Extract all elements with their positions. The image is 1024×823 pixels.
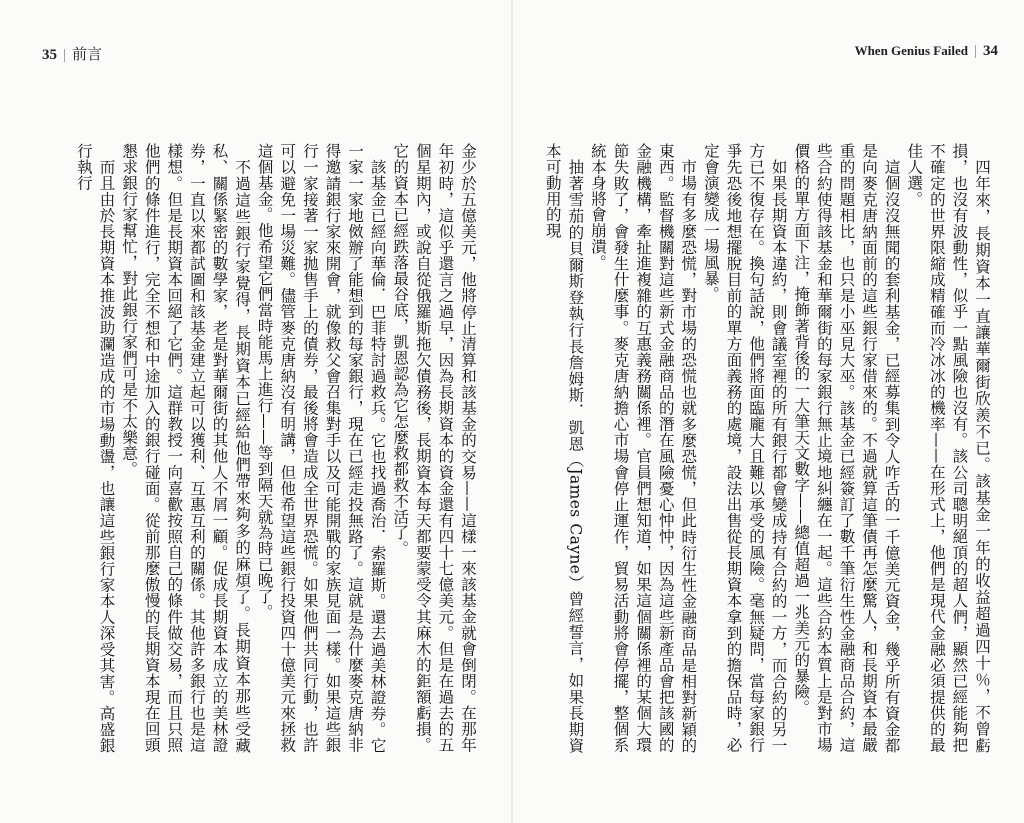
right-page-body xyxy=(533,143,993,753)
left-page-header xyxy=(42,43,102,64)
right-book-title: When Genius Failed xyxy=(854,43,968,58)
right-page-header xyxy=(855,43,998,60)
paragraph: 金少於五億美元，他將停止清算和該基金的交易——這樣一來該基金就會倒閉。在那年年初時，這似乎還言之過早，因為長期資本的資金還有四十七億美元。但是在過去的五個星期內，或說自從俄羅斯拖欠債務後，長期資本每天都要蒙受令其麻木的鉅額虧損。它的資本已經跌落最谷底，凱恩認為它怎麼救都救不活了。 xyxy=(391,143,477,753)
right-page-number: 34 xyxy=(983,43,998,59)
left-section-title: 前言 xyxy=(72,47,103,63)
paragraph: 如果長期資本違約，則會議室裡的所有銀行都會變成持有合約的一方，而合約的另一方已不復存在。換句話說，他們將面臨龐大且難以承受的風險。毫無疑問，當每家銀行爭先恐後地想擺脫目前的單方面義務的處境，設法出售從長期資本拿到的擔保品時，必定會演變成一場風暴。 xyxy=(701,143,788,753)
paragraph: 該基金已經向華倫．巴菲特討過救兵。它也找過喬治．索羅斯。還去過美林證券。它一家一家地傚辦了能想到的每家銀行，現在已經走投無路了。這就是為什麼麥克唐納非得邀請銀行家來開會，就像救父會召集對手以及可能開戰的家族見面一樣。如果這些銀行一家接著一家拋售手上的債券，最後將會造成全世界恐慌。如果他們共同行動，也許可以避免一場災難。儘管麥克唐納沒有明講，但他希望這些銀行投資四十億美元來拯救這個基金。他希望它們當時能馬上進行——等到隔天就為時已晚了。 xyxy=(255,143,387,753)
paragraph: 不過這些銀行家覺得，長期資本已經給他們帶來夠多的麻煩了。長期資本那些受藏私、關係緊密的數學家，老是對華爾街的其他人不屑一顧。促成長期資本成立的美林證券，一直以來都試圖和該基金建立起可以獲利、互惠互利的關係。其他許多銀行也是這樣想。但是長期資本回絕了它們。這群教授一向喜歡按照自己的條件做交易，而且只照他們的條件進行，完全不想和中途加入的銀行碰面。從前那麼傲慢的長期資本現在回頭懇求銀行家幫忙，對此銀行家們可是不太樂意。 xyxy=(120,143,252,753)
left-page-body xyxy=(55,143,479,753)
left-page-number: 35 xyxy=(42,47,57,63)
left-header-separator: | xyxy=(63,47,67,63)
paragraph: 市場有多麼恐慌，對市場的恐慌也就多麼恐慌，但此時衍生性金融商品是相對新穎的東西。監督機關對這些新式金融商品的潛在風險憂心忡忡，因為這些新產品會把該國的金融機構，牽扯進複雜的互惠義務關係裡。官員們想知道，如果這個關係裡的某個大環節失敗了，會發生什麼事。麥克唐納擔心市場會停止運作，貿易活動將會停擺，整個系統本身將會崩潰。 xyxy=(588,143,698,753)
paragraph: 而且由於長期資本推波助瀾造成的市場動盪，也讓這些銀行家本人深受其害。高盛銀行執行 xyxy=(74,143,116,753)
left-page xyxy=(0,0,511,823)
paragraph: 抽著雪茄的貝爾斯登執行長詹姆斯．凱恩（James Cayne）曾經誓言，如果長期資本可動用的現 xyxy=(543,143,585,753)
paragraph: 這個沒沒無聞的套利基金，已經募集到令人咋舌的一千億美元資金，幾乎所有資金都是向麥克唐納面前的這些銀行家借來的。不過就算這筆債再怎麼驚人，和長期資本最嚴重的問題相比，也只是小巫見大巫。該基金已經簽訂了數千筆衍生性金融商品合約，這些合約使得該基金和華爾街的每家銀行無止境地糾纏在一起。這些合約本質上是對市場價格的單方面下注，掩飾著背後的一大筆天文數字——總值超過一兆美元的暴險。 xyxy=(792,143,901,753)
right-page xyxy=(513,0,1024,823)
right-header-separator: | xyxy=(973,43,977,59)
paragraph: 四年來，長期資本一直讓華爾街欣羨不已。該基金一年的收益超過四十％，不曾虧損，也沒有波動性，似乎一點風險也沒有。該公司聰明絕頂的超人們，顯然已經能夠把不確定的世界限縮成精確而冷冰冰的機率——在形式上，他們是現代金融必須提供的最佳人選。 xyxy=(905,143,991,753)
